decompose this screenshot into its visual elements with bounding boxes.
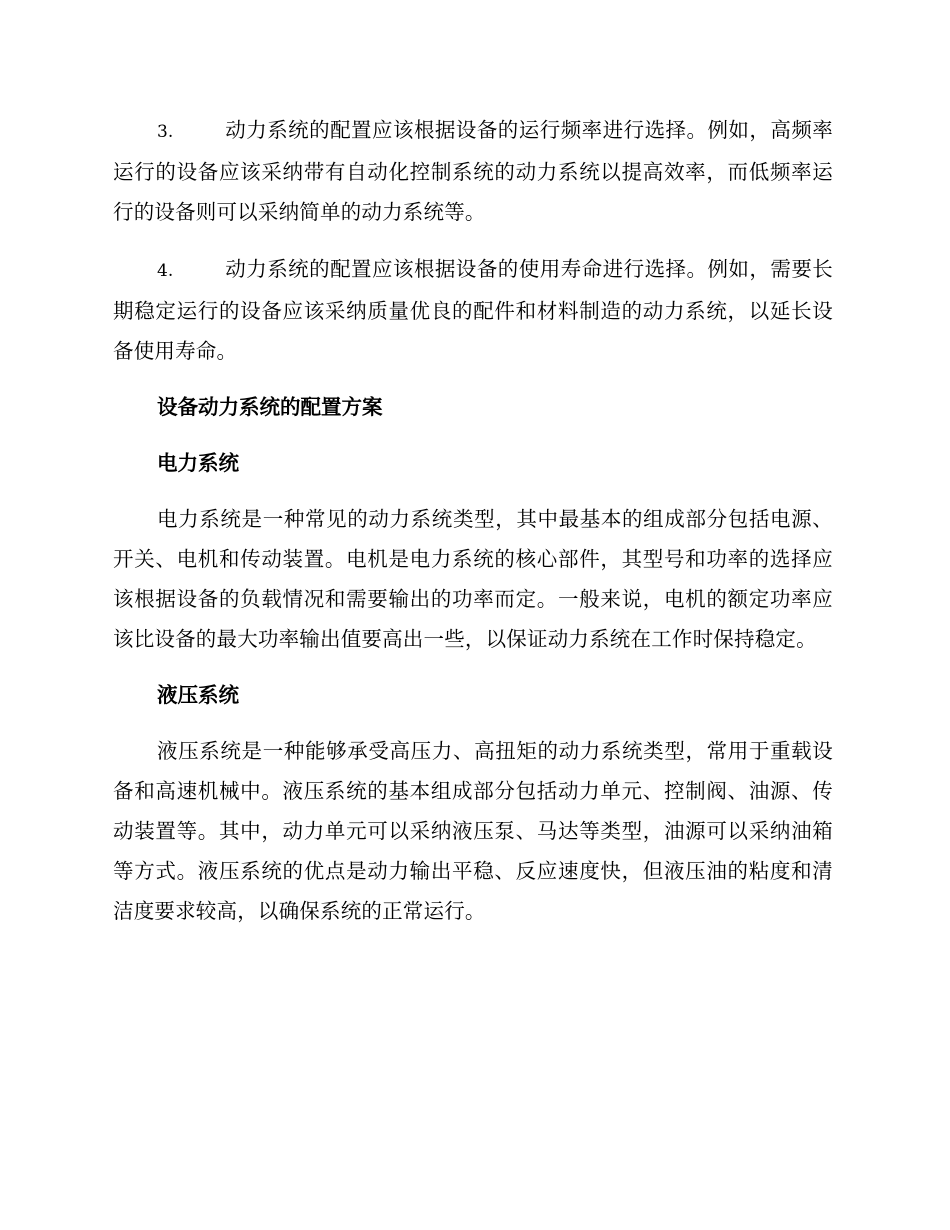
hydraulic-system-heading: 液压系统 <box>157 683 239 707</box>
list-item-text: 动力系统的配置应该根据设备的使用寿命进行选择。例如，需要长期稳定运行的设备应该采纳质量优良的配件和材料制造的动力系统，以延长设备使用寿命。 <box>113 257 833 363</box>
hydraulic-system-paragraph: 液压系统是一种能够承受高压力、高扭矩的动力系统类型，常用于重载设备和高速机械中。液压系统的基本组成部分包括动力单元、控制阀、油源、传动装置等。其中，动力单元可以采纳液压泵、马达等类型，油源可以采纳油箱等方式。液压系统的优点是动力输出平稳、反应速度快，但液压油的粘度和清洁度要求较高，以确保系统的正常运行。 <box>113 739 833 923</box>
section-heading: 设备动力系统的配置方案 <box>157 395 383 419</box>
electric-system-paragraph: 电力系统是一种常见的动力系统类型，其中最基本的组成部分包括电源、开关、电机和传动装置。电机是电力系统的核心部件，其型号和功率的选择应该根据设备的负载情况和需要输出的功率而定。一般来说，电机的额定功率应该比设备的最大功率输出值要高出一些，以保证动力系统在工作时保持稳定。 <box>113 507 833 651</box>
list-number: 3. <box>157 122 174 142</box>
electric-system-heading: 电力系统 <box>157 451 239 475</box>
list-number: 4. <box>157 261 174 281</box>
list-item-3 <box>113 110 833 232</box>
list-item-4 <box>113 249 833 371</box>
list-item-text: 动力系统的配置应该根据设备的运行频率进行选择。例如，高频率运行的设备应该采纳带有自动化控制系统的动力系统以提高效率，而低频率运行的设备则可以采纳简单的动力系统等。 <box>113 118 833 224</box>
